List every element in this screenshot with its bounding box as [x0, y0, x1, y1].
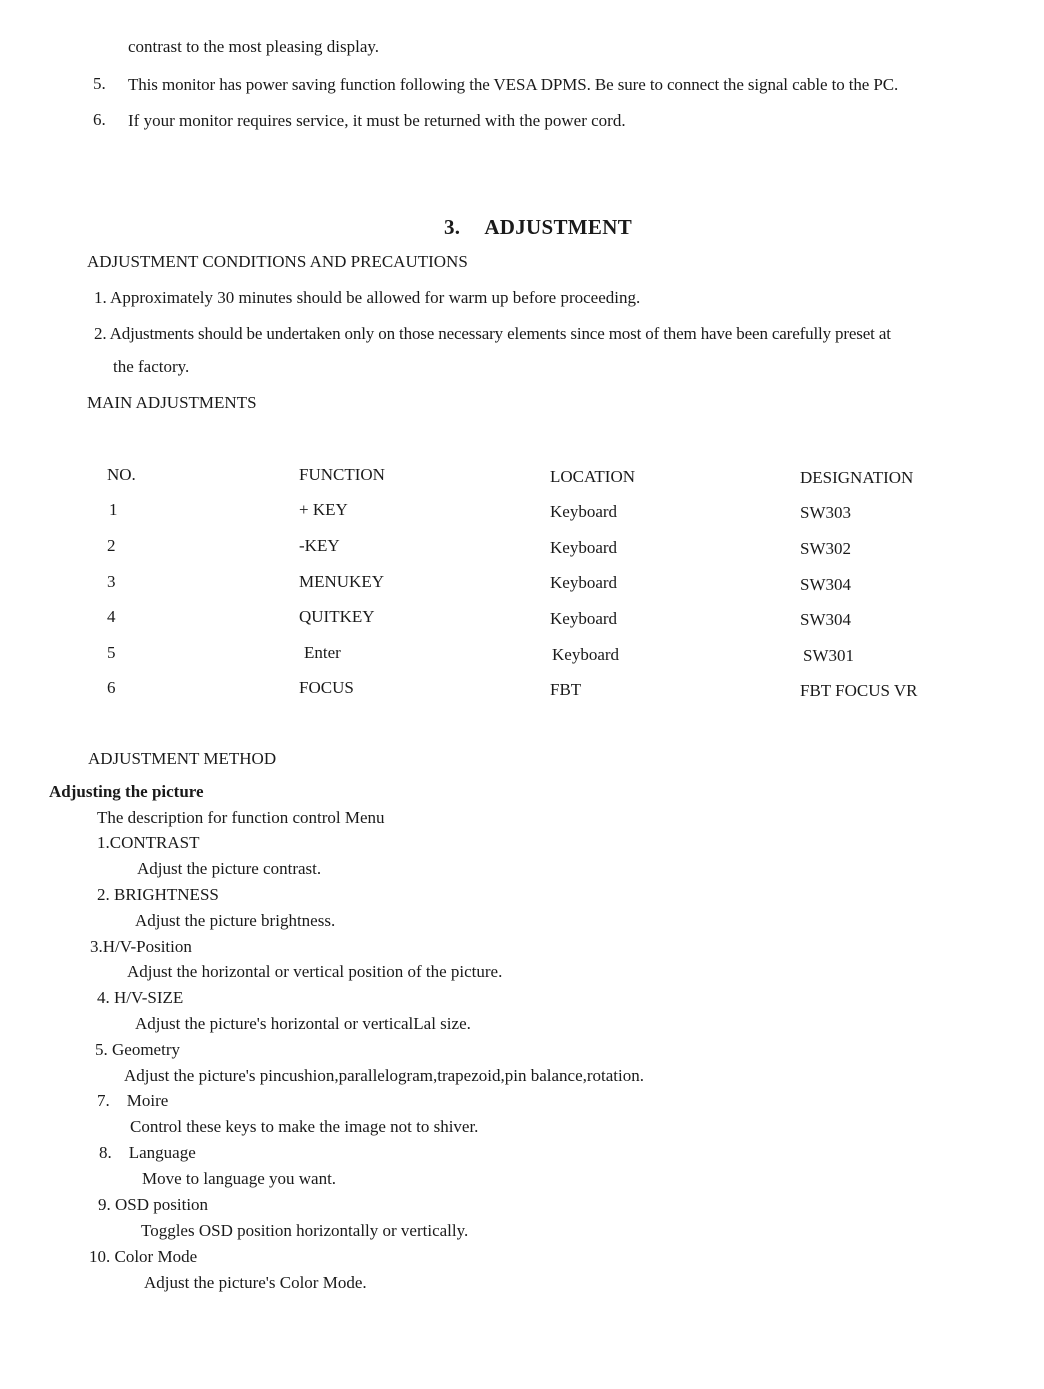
conditions-item-2-cont: the factory. [113, 357, 190, 376]
table-cell-location: FBT [550, 680, 582, 699]
menu-item-desc: Adjust the picture's pincushion,parallelogram,trapezoid,pin balance,rotation. [124, 1066, 644, 1085]
table-cell-function: FOCUS [299, 678, 354, 697]
item5-number: 5. [93, 74, 106, 93]
table-cell-no: 4 [107, 607, 116, 626]
table-cell-no: 3 [107, 572, 116, 591]
conditions-heading: ADJUSTMENT CONDITIONS AND PRECAUTIONS [87, 252, 468, 271]
table-cell-no: 2 [107, 536, 116, 555]
table-cell-no: 6 [107, 678, 116, 697]
menu-item-label: 9. OSD position [98, 1195, 209, 1214]
method-intro: The description for function control Menu [97, 808, 385, 827]
menu-item-label: 4. H/V-SIZE [97, 988, 184, 1007]
table-cell-function: MENUKEY [299, 572, 384, 591]
menu-item-label: 10. Color Mode [89, 1247, 198, 1266]
method-heading: ADJUSTMENT METHOD [88, 749, 277, 768]
conditions-item-2: 2. Adjustments should be undertaken only on those necessary elements since most of them have been carefully preset at [94, 324, 891, 343]
menu-item-desc: Adjust the picture brightness. [135, 911, 336, 930]
table-cell-function: -KEY [299, 536, 340, 555]
menu-item-desc: Toggles OSD position horizontally or vertically. [141, 1221, 469, 1240]
menu-item-desc: Adjust the picture contrast. [137, 859, 322, 878]
table-cell-location: Keyboard [550, 538, 618, 557]
table-cell-location: Keyboard [550, 609, 618, 628]
menu-item-desc: Move to language you want. [142, 1169, 337, 1188]
section-title-text: ADJUSTMENT [484, 215, 633, 239]
table-cell-designation: SW302 [800, 539, 851, 558]
item6-text: If your monitor requires service, it must be returned with the power cord. [128, 111, 626, 130]
menu-item-desc: Control these keys to make the image not to shiver. [130, 1117, 479, 1136]
item6-number: 6. [93, 110, 106, 129]
menu-item-label: 7. Moire [97, 1091, 169, 1110]
method-subheading: Adjusting the picture [49, 782, 204, 801]
table-header-location: LOCATION [550, 467, 635, 486]
menu-item-label: 8. Language [99, 1143, 196, 1162]
table-cell-designation: SW303 [800, 503, 851, 522]
menu-item-label: 5. Geometry [95, 1040, 180, 1059]
menu-item-label: 2. BRIGHTNESS [97, 885, 219, 904]
menu-item-label: 1.CONTRAST [97, 833, 200, 852]
menu-item-label: 3.H/V-Position [90, 937, 192, 956]
menu-item-desc: Adjust the horizontal or vertical position of the picture. [127, 962, 503, 981]
menu-item-desc: Adjust the picture's horizontal or verticalLal size. [135, 1014, 471, 1033]
table-cell-function: + KEY [299, 500, 348, 519]
table-cell-location: Keyboard [550, 573, 618, 592]
item5-text: This monitor has power saving function following the VESA DPMS. Be sure to connect the signal cable to the PC. [128, 75, 899, 94]
table-header-function: FUNCTION [299, 465, 385, 484]
section-title [444, 215, 632, 240]
table-cell-location: Keyboard [550, 502, 618, 521]
table-cell-no: 1 [109, 500, 118, 519]
section-number: 3. [444, 215, 461, 239]
menu-item-desc: Adjust the picture's Color Mode. [144, 1273, 367, 1292]
table-cell-function: QUITKEY [299, 607, 375, 626]
table-cell-designation: FBT FOCUS VR [800, 681, 918, 700]
table-cell-function: Enter [304, 643, 341, 662]
main-adjustments-heading: MAIN ADJUSTMENTS [87, 393, 257, 412]
table-cell-no: 5 [107, 643, 116, 662]
table-header-designation: DESIGNATION [800, 468, 914, 487]
item4-continuation: contrast to the most pleasing display. [128, 37, 380, 56]
table-cell-designation: SW304 [800, 610, 851, 629]
table-header-no: NO. [107, 465, 136, 484]
table-cell-location: Keyboard [552, 645, 620, 664]
conditions-item-1: 1. Approximately 30 minutes should be allowed for warm up before proceeding. [94, 288, 641, 307]
table-cell-designation: SW301 [803, 646, 854, 665]
table-cell-designation: SW304 [800, 575, 851, 594]
